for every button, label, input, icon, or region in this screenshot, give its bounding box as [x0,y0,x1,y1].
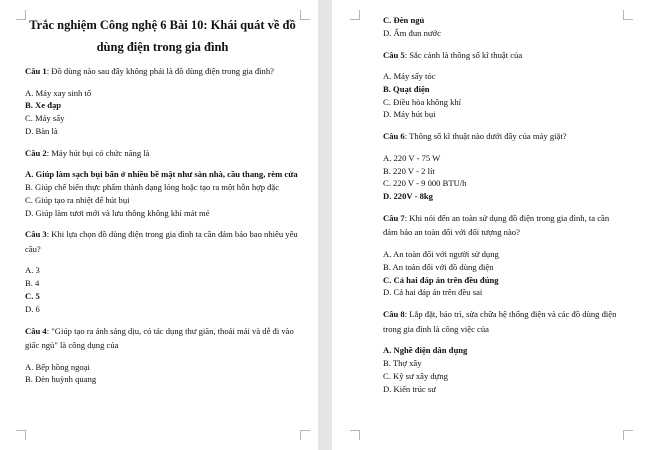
page-content [0,0,318,394]
answer-option: C. Máy sấy [25,113,65,124]
answer-option: A. Bếp hồng ngoại [25,361,90,372]
question-stem: : Khi nói đến an toàn sử dụng đồ điện trong gia đình, ta cần đảm bảo an toàn đối với đối tượng nào? [383,212,610,238]
document-page-left [0,0,318,450]
question-list [383,48,626,396]
question-list [25,64,300,386]
question-label: Câu 5 [383,49,405,60]
question-stem: : Đồ dùng nào sau đây không phải là đồ dùng điện trong gia đình? [46,66,274,76]
answer-option: D. Máy hút bụi [383,109,436,120]
continued-options [383,14,626,40]
question-text [383,211,626,240]
question-label: Câu 4 [25,325,47,336]
answer-option-correct: A. Nghề điện dân dụng [383,345,468,356]
page-content [332,0,650,403]
document-page-right [332,0,650,450]
question-text [25,64,300,79]
answer-option: A. Máy sấy tóc [383,71,436,82]
page-corner-mark [623,430,633,440]
answer-option-correct: C. Cả hai đáp án trên đều đúng [383,274,499,285]
answer-option-correct: D. 220V - 8kg [383,191,433,202]
question-block [383,211,626,299]
question-stem: : Sắc cảnh là thông số kĩ thuật của [404,49,523,60]
question-text [383,48,626,63]
answer-option: A. Máy xay sinh tố [25,87,92,98]
answer-option: A. An toàn đối với người sử dụng [383,248,499,259]
question-block [383,48,626,122]
question-label: Câu 8 [383,309,405,320]
answer-option: D. Bàn là [25,125,58,136]
question-label: Câu 1 [25,66,47,76]
answer-option: B. Giúp chế biến thực phẩm thành dạng lỏng hoặc tạo ra một hỗn hợp đặc [25,181,280,192]
answer-option: C. Giúp tạo ra nhiệt để hút bụi [25,194,130,205]
page-corner-mark [16,430,26,440]
question-block [25,146,300,220]
question-block [25,227,300,315]
question-stem: : Khi lựa chọn đồ dùng điện trong gia đình ta cần đảm bảo bao nhiêu yêu cầu? [25,229,298,254]
question-text [383,307,626,336]
answer-option-correct: B. Quạt điện [383,83,430,94]
question-text [25,227,300,256]
question-text [25,146,300,161]
answer-option: C. 220 V - 9 000 BTU/h [383,178,467,189]
question-block [383,129,626,203]
answer-option: B. An toàn đối với đồ dùng điện [383,261,494,272]
question-block [25,64,300,138]
answer-option: B. 4 [25,278,40,289]
question-label: Câu 3 [25,229,47,240]
page-corner-mark [350,430,360,440]
question-stem: : Thông số kĩ thuật nào dưới đây của máy giặt? [404,131,567,142]
document-title: Trắc nghiệm Công nghệ 6 Bài 10: Khái quát về đồ dùng điện trong gia đình [29,18,296,54]
page-corner-mark [300,430,310,440]
question-stem: : Lắp đặt, bảo trì, sửa chữa hệ thống điện và các đồ dùng điện trong gia đình là công việc của [383,309,617,334]
question-stem: : "Giúp tạo ra ánh sáng dịu, có tác dụng thư giãn, thoải mái và dễ đi vào giấc ngủ" là công dụng của [25,325,294,351]
question-block [25,324,300,387]
answer-option: B. 220 V - 2 lít [383,165,435,176]
answer-option-correct: B. Xe đạp [25,100,62,111]
answer-option: C. Kỹ sư xây dựng [383,370,448,381]
answer-option-correct: C. Đèn ngủ [383,15,425,25]
answer-option: D. Kiến trúc sư [383,383,436,394]
question-block [383,307,626,395]
answer-option-correct: C. 5 [25,290,40,301]
answer-option: C. Điều hòa không khí [383,96,462,107]
answer-option: B. Đèn huỳnh quang [25,374,97,385]
answer-option: D. Cả hai đáp án trên đều sai [383,287,483,298]
answer-option: D. 6 [25,303,40,314]
question-text [383,129,626,144]
answer-option: D. Giúp làm tươi mới và lưu thông không khí mát mẻ [25,207,210,218]
answer-option-correct: A. Giúp làm sạch bụi bẩn ở nhiều bề mặt như sàn nhà, cầu thang, rèm cửa [25,169,298,180]
question-label: Câu 7 [383,212,405,223]
answer-option: A. 3 [25,265,40,276]
question-label: Câu 2 [25,147,47,158]
question-stem: : Máy hút bụi có chức năng là [46,147,150,158]
question-label: Câu 6 [383,131,405,142]
answer-option: B. Thợ xây [383,357,422,368]
question-text [25,324,300,353]
answer-option: A. 220 V - 75 W [383,152,441,163]
answer-option: D. Ấm đun nước [383,27,441,38]
